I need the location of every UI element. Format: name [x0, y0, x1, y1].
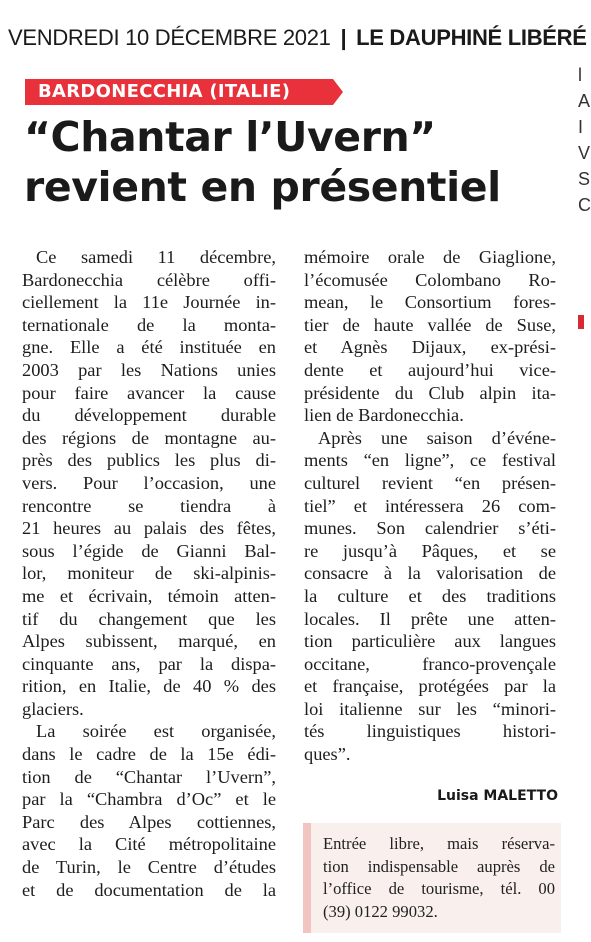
- text-line: pour faire avancer la cause: [22, 382, 276, 403]
- edge-letter: l: [578, 65, 582, 85]
- newspaper-name: LE DAUPHINÉ LIBÉRÉ: [356, 25, 587, 50]
- text-line: et française, protégées par la: [304, 676, 556, 697]
- text-line: de Turin, le Centre d’études: [22, 857, 276, 878]
- text-line: tion particulière aux langues: [304, 631, 556, 652]
- edge-letter: I: [578, 117, 584, 137]
- text-line: tif du changement que les: [22, 608, 276, 629]
- text-line: loi italienne sur les “minori-: [304, 698, 556, 719]
- text-line: dente et aujourd’hui vice-: [304, 359, 556, 380]
- text-line: présidente du Club alpin ita-: [304, 382, 556, 403]
- headline-line: revient en présentiel: [24, 163, 501, 211]
- text-line: culturel revient “en présen-: [304, 472, 556, 493]
- text-line: près des publics les plus di-: [22, 450, 276, 471]
- text-line: tiel” et intéressera 26 com-: [304, 495, 556, 516]
- text-line: Bardonecchia célèbre offi-: [22, 269, 276, 290]
- text-line: glaciers.: [22, 698, 84, 719]
- edge-letter: S: [578, 169, 591, 189]
- text-line: 2003 par les Nations unies: [22, 359, 276, 380]
- text-line: la culture et des traditions: [304, 585, 556, 606]
- text-line: par la “Chambra d’Oc” et le: [22, 789, 276, 810]
- text-line: vers. Pour l’occasion, une: [22, 472, 276, 493]
- text-line: et de documentation de la: [22, 879, 276, 900]
- info-line: tion indispensable auprès de: [323, 856, 555, 876]
- text-line: ques”.: [304, 744, 351, 765]
- newspaper-header: [8, 25, 587, 51]
- kicker-label: BARDONECCHIA (ITALIE): [38, 81, 291, 102]
- text-line: gne. Elle a été instituée en: [22, 337, 276, 358]
- text-line: munes. Son calendrier s’éti-: [304, 518, 556, 539]
- header-separator: |: [340, 25, 347, 50]
- text-line: ments “en ligne”, ce festival: [304, 450, 556, 471]
- article-paragraph: [304, 246, 556, 427]
- text-line: sous l’égide de Gianni Bal-: [22, 540, 276, 561]
- text-line: dans le cadre de la 15e édi-: [22, 744, 276, 765]
- text-line: avec la Cité métropolitaine: [22, 834, 276, 855]
- text-line: des régions de montagne au-: [22, 427, 276, 448]
- headline-line: “Chantar l’Uvern”: [24, 113, 436, 161]
- info-line: l’office de tourisme, tél. 00: [323, 879, 555, 898]
- edge-letter: V: [578, 143, 591, 163]
- text-line: mémoire orale de Giaglione,: [304, 247, 556, 267]
- edge-letter: A: [578, 91, 591, 111]
- text-line: rition, en Italie, de 40 % des: [22, 676, 276, 697]
- text-line: 21 heures au palais des fêtes,: [22, 518, 276, 539]
- practical-info-box: [303, 823, 561, 933]
- text-line: Après une saison d’événe-: [318, 427, 556, 448]
- text-line: Parc des Alpes cottiennes,: [22, 811, 276, 832]
- adjacent-article-edge: [578, 62, 591, 218]
- text-line: tier de haute vallée de Suse,: [304, 314, 556, 335]
- text-line: Alpes subissent, marqué, en: [22, 631, 276, 652]
- text-line: mean, le Consortium fores-: [304, 292, 556, 313]
- text-line: lien de Bardonecchia.: [304, 405, 464, 426]
- text-line: rencontre se tiendra à: [22, 495, 276, 516]
- article-column-right: [304, 246, 556, 766]
- text-line: lor, moniteur de ski-alpinis-: [22, 563, 276, 584]
- text-line: ternationale de la monta-: [22, 314, 276, 335]
- text-line: ciellement la 11e Journée in-: [22, 292, 276, 313]
- practical-info-text: [323, 833, 555, 923]
- adjacent-article-red-mark: [578, 315, 584, 329]
- article-column-left: [22, 246, 276, 901]
- article-paragraph: [304, 427, 556, 766]
- text-line: l’écomusée Colombano Ro-: [304, 269, 556, 290]
- text-line: consacre à la valorisation de: [304, 563, 556, 584]
- text-line: La soirée est organisée,: [36, 721, 276, 742]
- text-line: me et écrivain, témoin atten-: [22, 585, 276, 606]
- text-line: locales. Il prête une atten-: [304, 608, 556, 629]
- text-line: du développement durable: [22, 405, 276, 426]
- text-line: cinquante ans, par la dispa-: [22, 653, 276, 674]
- text-line: tion de “Chantar l’Uvern”,: [22, 766, 276, 787]
- text-line: et Agnès Dijaux, ex-prési-: [304, 337, 556, 358]
- text-line: tés linguistiques histori-: [304, 721, 556, 742]
- text-line: Ce samedi 11 décembre,: [36, 247, 276, 267]
- edge-letter: C: [578, 195, 591, 215]
- text-line: re jusqu’à Pâques, et se: [304, 540, 556, 561]
- publication-date: VENDREDI 10 DÉCEMBRE 2021: [8, 25, 331, 50]
- info-line: (39) 0122 99032.: [323, 901, 438, 921]
- article-headline: [24, 112, 544, 212]
- article-paragraph: [22, 720, 276, 901]
- author-byline: Luisa MALETTO: [437, 788, 558, 804]
- text-line: occitane, franco-provençale: [304, 653, 556, 674]
- article-paragraph: [22, 246, 276, 720]
- info-line: Entrée libre, mais réserva-: [323, 834, 555, 853]
- location-kicker: [25, 79, 343, 105]
